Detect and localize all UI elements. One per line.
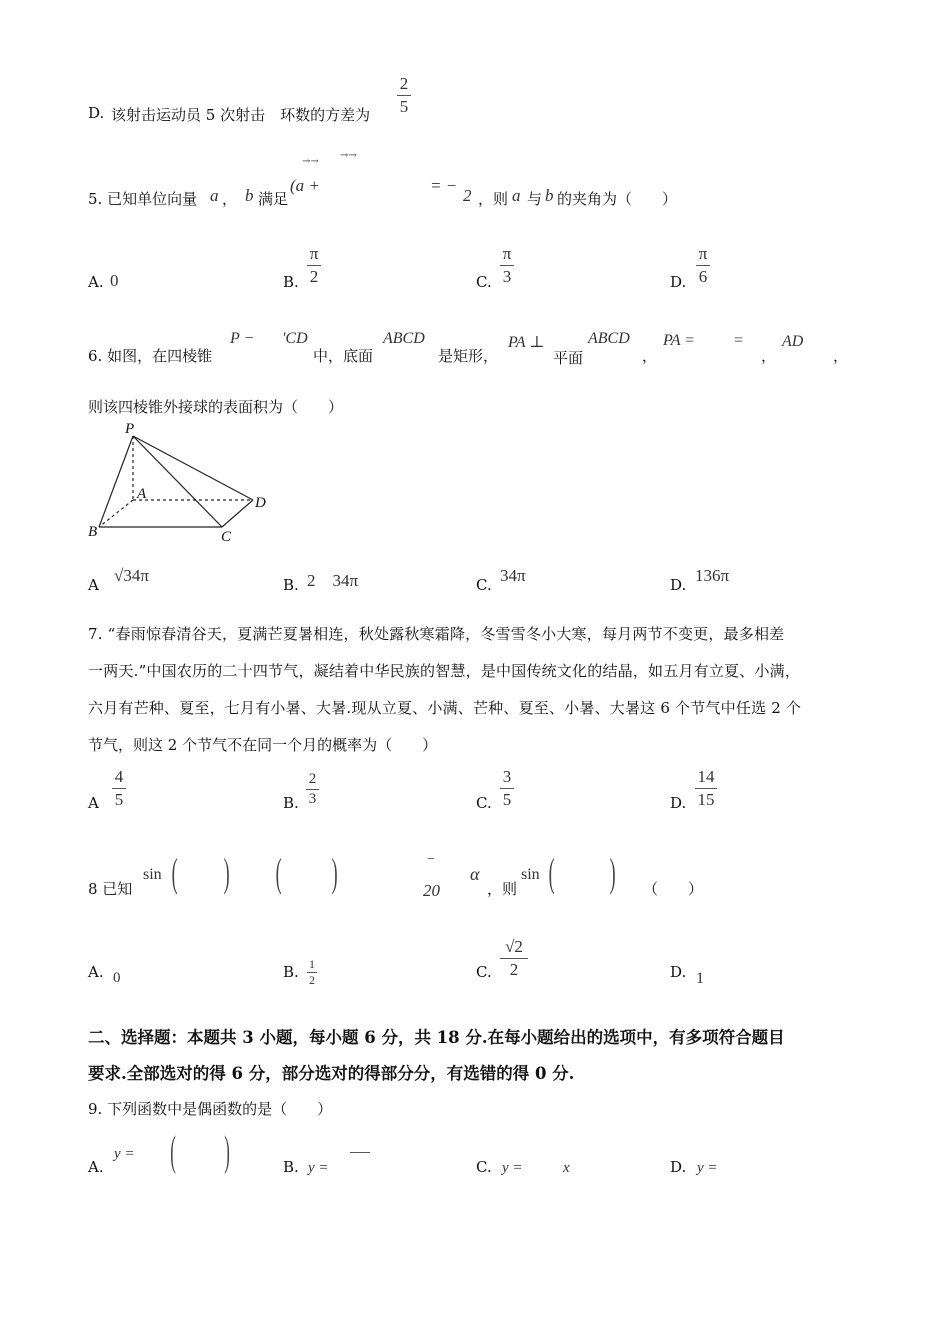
q6-math-abcd: ABCD (383, 330, 425, 347)
fraction-bar (350, 1152, 370, 1153)
q7-option-a-label: A (88, 794, 99, 812)
q9-option-c-label: C. (476, 1158, 492, 1176)
q5-comma: ， (222, 190, 238, 208)
q5-option-a-label: A. (88, 273, 104, 291)
q9-option-c-x: x (563, 1160, 570, 1176)
left-paren-icon: ( (275, 850, 282, 895)
q9-option-d-expr: y = (697, 1160, 718, 1176)
q5-var-a2: a (512, 186, 521, 205)
left-paren-icon: ( (548, 850, 555, 895)
q5-option-c-label: C. (476, 273, 492, 291)
left-paren-icon: ( (170, 1129, 176, 1175)
q5-option-d-label: D. (670, 273, 687, 291)
right-paren-icon: ) (224, 1129, 230, 1175)
q6-option-b-value: 2 34π (307, 571, 359, 590)
q8-option-d-label: D. (670, 963, 687, 981)
q7-option-d-fraction: 14 15 (695, 767, 717, 810)
q6-math-cd: 'CD (282, 330, 308, 347)
q5-stem-start: 5. 已知单位向量 (88, 190, 198, 208)
q5-with: 与 (527, 190, 543, 208)
q6-plane-text: 平面 (553, 349, 584, 367)
q8-option-b-label: B. (283, 963, 299, 981)
edge-pd (133, 436, 253, 500)
q5-var-b: b (245, 186, 254, 205)
vertex-label-b: B (88, 524, 98, 540)
q6-math-p: P − (230, 330, 255, 347)
q9-option-b-expr: y = (308, 1160, 329, 1176)
q5-option-b-fraction: π 2 (307, 244, 321, 287)
q9-option-b-label: B. (283, 1158, 299, 1176)
edge-pc (133, 436, 222, 527)
q8-minus: − (427, 852, 435, 867)
q5-two: 2 (463, 186, 472, 205)
q5-option-b-label: B. (283, 273, 299, 291)
q6-stem-line2: 则该四棱锥外接球的表面积为（ ） (88, 398, 344, 416)
q9-option-a-label: A. (88, 1158, 104, 1176)
q8-stem-end: （ ） (643, 880, 704, 898)
q6-math-ad: AD (782, 333, 804, 350)
q7-line-2: 一两天.”中国农历的二十四节气，凝结着中华民族的智慧，是中国传统文化的结晶，如五月有立夏、小满， (88, 662, 801, 680)
q7-line-4: 节气，则这 2 个节气不在同一个月的概率为（ ） (88, 736, 438, 754)
q7-option-d-label: D. (670, 794, 687, 812)
q6-math-abcd-2: ABCD (588, 330, 630, 347)
q5-option-d-fraction: π 6 (696, 244, 710, 287)
q8-then: ，则 (487, 880, 518, 898)
section-2-heading-line-2: 要求.全部选对的得 6 分，部分选对的得部分分，有选错的得 0 分. (88, 1064, 575, 1083)
q6-option-c-value: 34π (500, 566, 526, 585)
q7-option-b-label: B. (283, 794, 299, 812)
right-paren-icon: ) (609, 850, 616, 895)
pyramid-figure (85, 420, 285, 545)
q8-stem-start: 8 已知 (88, 880, 133, 898)
q6-math-pa-perp: PA ⊥ (508, 334, 545, 351)
q9-stem: 9. 下列函数中是偶函数的是（ ） (88, 1100, 333, 1118)
q6-sep-2: ， (761, 347, 777, 365)
q6-option-d-value: 136π (695, 566, 730, 585)
q8-option-a-value: 0 (113, 970, 121, 986)
q8-twenty: 20 (423, 881, 440, 900)
q6-option-b-label: B. (283, 576, 299, 594)
q5-satisfy: 满足 (258, 190, 289, 208)
vertex-label-p: P (125, 421, 135, 437)
q6-sep-1: ， (642, 347, 658, 365)
q5-option-c-fraction: π 3 (500, 244, 514, 287)
q6-option-a-value: √34π (114, 566, 149, 585)
q5-equals: = − (430, 176, 458, 195)
q5-then: ，则 (478, 190, 509, 208)
q8-sin-2: sin (521, 866, 540, 883)
q6-option-a-label: A (88, 576, 99, 594)
q8-option-c-label: C. (476, 963, 492, 981)
vertex-label-a: A (137, 486, 147, 502)
vertex-label-c: C (221, 529, 232, 545)
q8-option-d-value: 1 (696, 970, 704, 987)
left-paren-icon: ( (171, 850, 178, 895)
q5-expression: (a + (290, 176, 320, 195)
q4-option-d-fraction: 2 5 (397, 74, 411, 117)
q6-stem-start: 6. 如图，在四棱锥 (88, 347, 213, 365)
q9-option-d-label: D. (670, 1158, 687, 1176)
q8-option-b-fraction: 1 2 (309, 957, 315, 987)
q6-rect-text: 是矩形， (438, 347, 499, 365)
right-paren-icon: ) (223, 850, 230, 895)
q6-math-pa-eq: PA = (663, 332, 695, 349)
q5-option-a-value: 0 (110, 271, 119, 290)
q4-option-d-text: 该射击运动员 5 次射击 环数的方差为 (111, 106, 371, 124)
q6-option-c-label: C. (476, 576, 492, 594)
q5-var-a: a (210, 186, 219, 205)
q7-option-a-fraction: 4 5 (112, 767, 126, 810)
q4-option-d-label: D. (88, 104, 105, 122)
q6-math-eq: = (733, 332, 744, 349)
right-paren-icon: ) (331, 850, 338, 895)
edge-pb (99, 436, 133, 527)
q7-option-b-fraction: 2 3 (306, 771, 319, 808)
vector-arrow-icon: →→ (302, 156, 319, 167)
q6-option-d-label: D. (670, 576, 687, 594)
q6-base-text: 中，底面 (313, 347, 374, 365)
edge-cd (222, 500, 253, 527)
q8-sin-1: sin (143, 866, 162, 883)
q7-line-1: 7. “春雨惊春清谷天，夏满芒夏暑相连，秋处露秋寒霜降，冬雪雪冬小大寒，每月两节不变更，最多相差 (88, 625, 785, 643)
q9-option-c-expr: y = (502, 1160, 523, 1176)
q6-sep-3: ， (833, 347, 849, 365)
q9-option-a-expr: y = (114, 1146, 135, 1162)
q5-stem-end: 的夹角为（ ） (557, 190, 678, 208)
vertex-label-d: D (255, 495, 266, 511)
q7-option-c-label: C. (476, 794, 492, 812)
q7-line-3: 六月有芒种、夏至，七月有小暑、大暑.现从立夏、小满、芒种、夏至、小暑、大暑这 6 个节气中任选 2 个 (88, 699, 802, 717)
q8-option-a-label: A. (88, 963, 104, 981)
q8-option-c-fraction: √2 2 (500, 937, 528, 980)
section-2-heading-line-1: 二、选择题：本题共 3 小题，每小题 6 分，共 18 分.在每小题给出的选项中，有多项符合题目 (88, 1028, 785, 1047)
q8-alpha: α (470, 864, 480, 884)
q5-var-b2: b (545, 186, 554, 205)
vector-arrow-icon: →→ (340, 150, 357, 161)
q7-option-c-fraction: 3 5 (500, 767, 514, 810)
